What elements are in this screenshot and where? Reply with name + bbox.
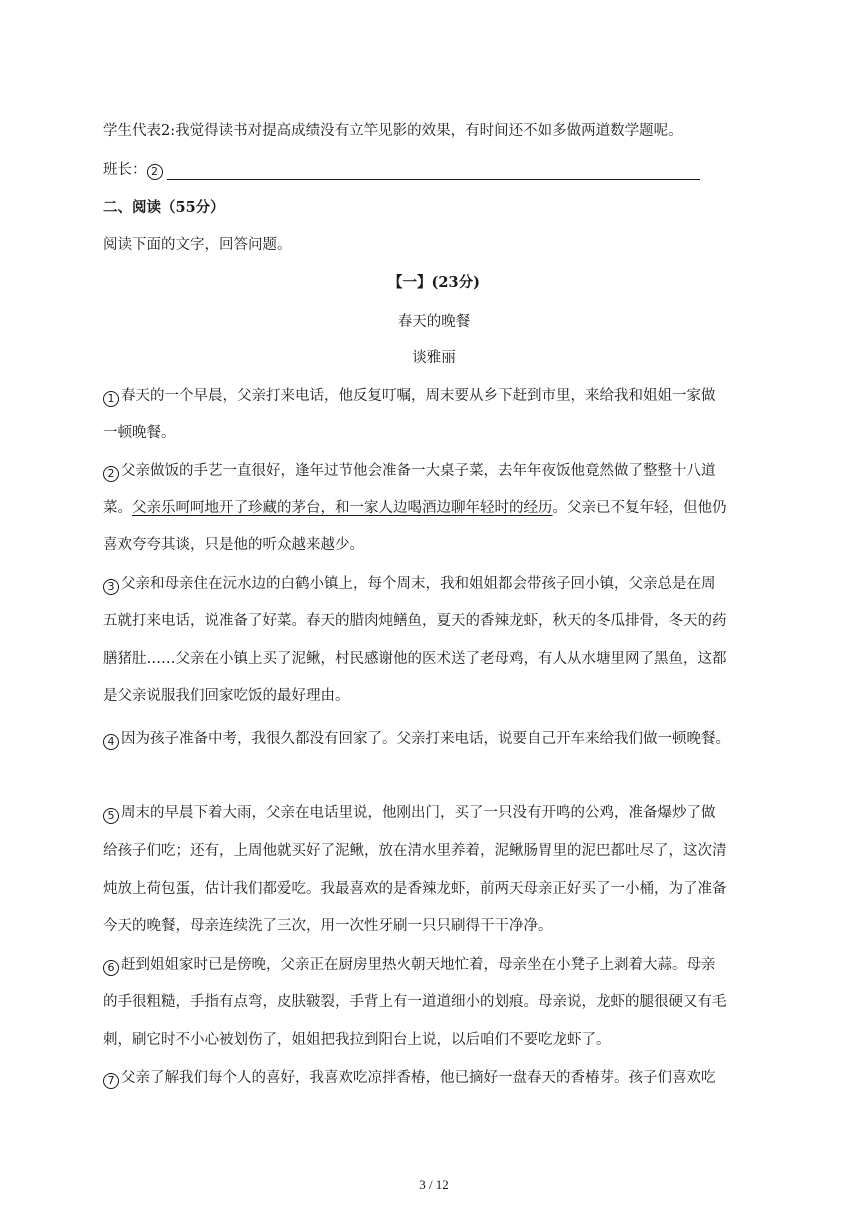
student-rep2-text: 学生代表2:我觉得读书对提高成绩没有立竿见影的效果，有时间还不如多做两道数学题呢。 xyxy=(103,123,683,139)
paragraph-number: 2 xyxy=(103,466,119,482)
paragraph-5-line-2: 给孩子们吃；还有，上周他就买好了泥鳅，放在清水里养着，泥鳅肠胃里的泥巴都吐尽了，这次清 xyxy=(103,843,727,859)
paragraph-7-line-1: 7 父亲了解我们每个人的喜好，我喜欢吃凉拌香椿，他已摘好一盘春天的香椿芽。孩子们喜欢吃 xyxy=(103,1068,763,1089)
page-number: 3 / 12 xyxy=(419,1177,449,1192)
section-heading: 二、阅读（55分） xyxy=(103,199,225,216)
answer-blank-line[interactable] xyxy=(167,163,700,180)
part-label: 【一】(23分) xyxy=(388,274,480,291)
passage-title: 春天的晚餐 xyxy=(397,314,471,330)
paragraph-number: 6 xyxy=(103,960,119,976)
paragraph-number: 5 xyxy=(103,808,119,824)
section-instruction: 阅读下面的文字，回答问题。 xyxy=(103,237,292,253)
paragraph-2-line-3: 喜欢夸夸其谈，只是他的听众越来越少。 xyxy=(103,537,364,553)
paragraph-4-line-1: 4 因为孩子准备中考，我很久都没有回家了。父亲打来电话，说要自己开车来给我们做一顿晚餐。 xyxy=(103,729,763,750)
paragraph-6-line-3: 刺，刷它时不小心被划伤了，姐姐把我拉到阳台上说，以后咱们不要吃龙虾了。 xyxy=(103,1032,611,1048)
answer-number-circle: 2 xyxy=(147,164,163,180)
paragraph-number: 4 xyxy=(103,734,119,750)
passage-author: 谈雅丽 xyxy=(412,350,456,366)
paragraph-5-line-1: 5 周末的早晨下着大雨，父亲在电话里说，他刚出门，买了一只没有开鸣的公鸡，准备爆炒了做 xyxy=(103,803,763,824)
paragraph-1-line-1: 1 春天的一个早晨，父亲打来电话，他反复叮嘱，周末要从乡下赶到市里，来给我和姐姐一家做 xyxy=(103,386,763,407)
paragraph-5-line-4: 今天的晚餐，母亲连续洗了三次，用一次性牙刷一只只刷得干干净净。 xyxy=(103,918,553,934)
underlined-sentence: 父亲乐呵呵地开了珍藏的茅台，和一家人边喝酒边聊年轻时的经历 xyxy=(132,500,553,516)
paragraph-6-line-1: 6 赶到姐姐家时已是傍晚，父亲正在厨房里热火朝天地忙着，母亲坐在小凳子上剥着大蒜。母亲 xyxy=(103,955,763,976)
paragraph-number: 1 xyxy=(103,391,119,407)
paragraph-number: 7 xyxy=(103,1073,119,1089)
paragraph-3-line-3: 膳猪肚……父亲在小镇上买了泥鳅，村民感谢他的医术送了老母鸡，有人从水塘里网了黑鱼，这都 xyxy=(103,651,727,667)
paragraph-6-line-2: 的手很粗糙，手指有点弯，皮肤皲裂，手背上有一道道细小的划痕。母亲说，龙虾的腿很硬又有毛 xyxy=(103,994,727,1010)
paragraph-5-line-3: 炖放上荷包蛋，估计我们都爱吃。我最喜欢的是香辣龙虾，前两天母亲正好买了一小桶，为了准备 xyxy=(103,881,727,897)
monitor-label: 班长： xyxy=(103,162,147,178)
paragraph-3-line-2: 五就打来电话，说准备了好菜。春天的腊肉炖鳝鱼，夏天的香辣龙虾，秋天的冬瓜排骨，冬天的药 xyxy=(103,613,727,629)
paragraph-2-line-2: 菜。父亲乐呵呵地开了珍藏的茅台，和一家人边喝酒边聊年轻时的经历。父亲已不复年轻，但他仍 xyxy=(103,500,727,516)
paragraph-3-line-1: 3 父亲和母亲住在沅水边的白鹤小镇上，每个周末，我和姐姐都会带孩子回小镇，父亲总是在周 xyxy=(103,574,763,595)
paragraph-2-line-1: 2 父亲做饭的手艺一直很好，逢年过节他会准备一大桌子菜，去年年夜饭他竟然做了整整十八道 xyxy=(103,461,763,482)
paragraph-number: 3 xyxy=(103,579,119,595)
monitor-answer-row xyxy=(103,160,763,180)
paragraph-3-line-4: 是父亲说服我们回家吃饭的最好理由。 xyxy=(103,688,350,704)
paragraph-1-line-2: 一顿晚餐。 xyxy=(103,425,176,441)
